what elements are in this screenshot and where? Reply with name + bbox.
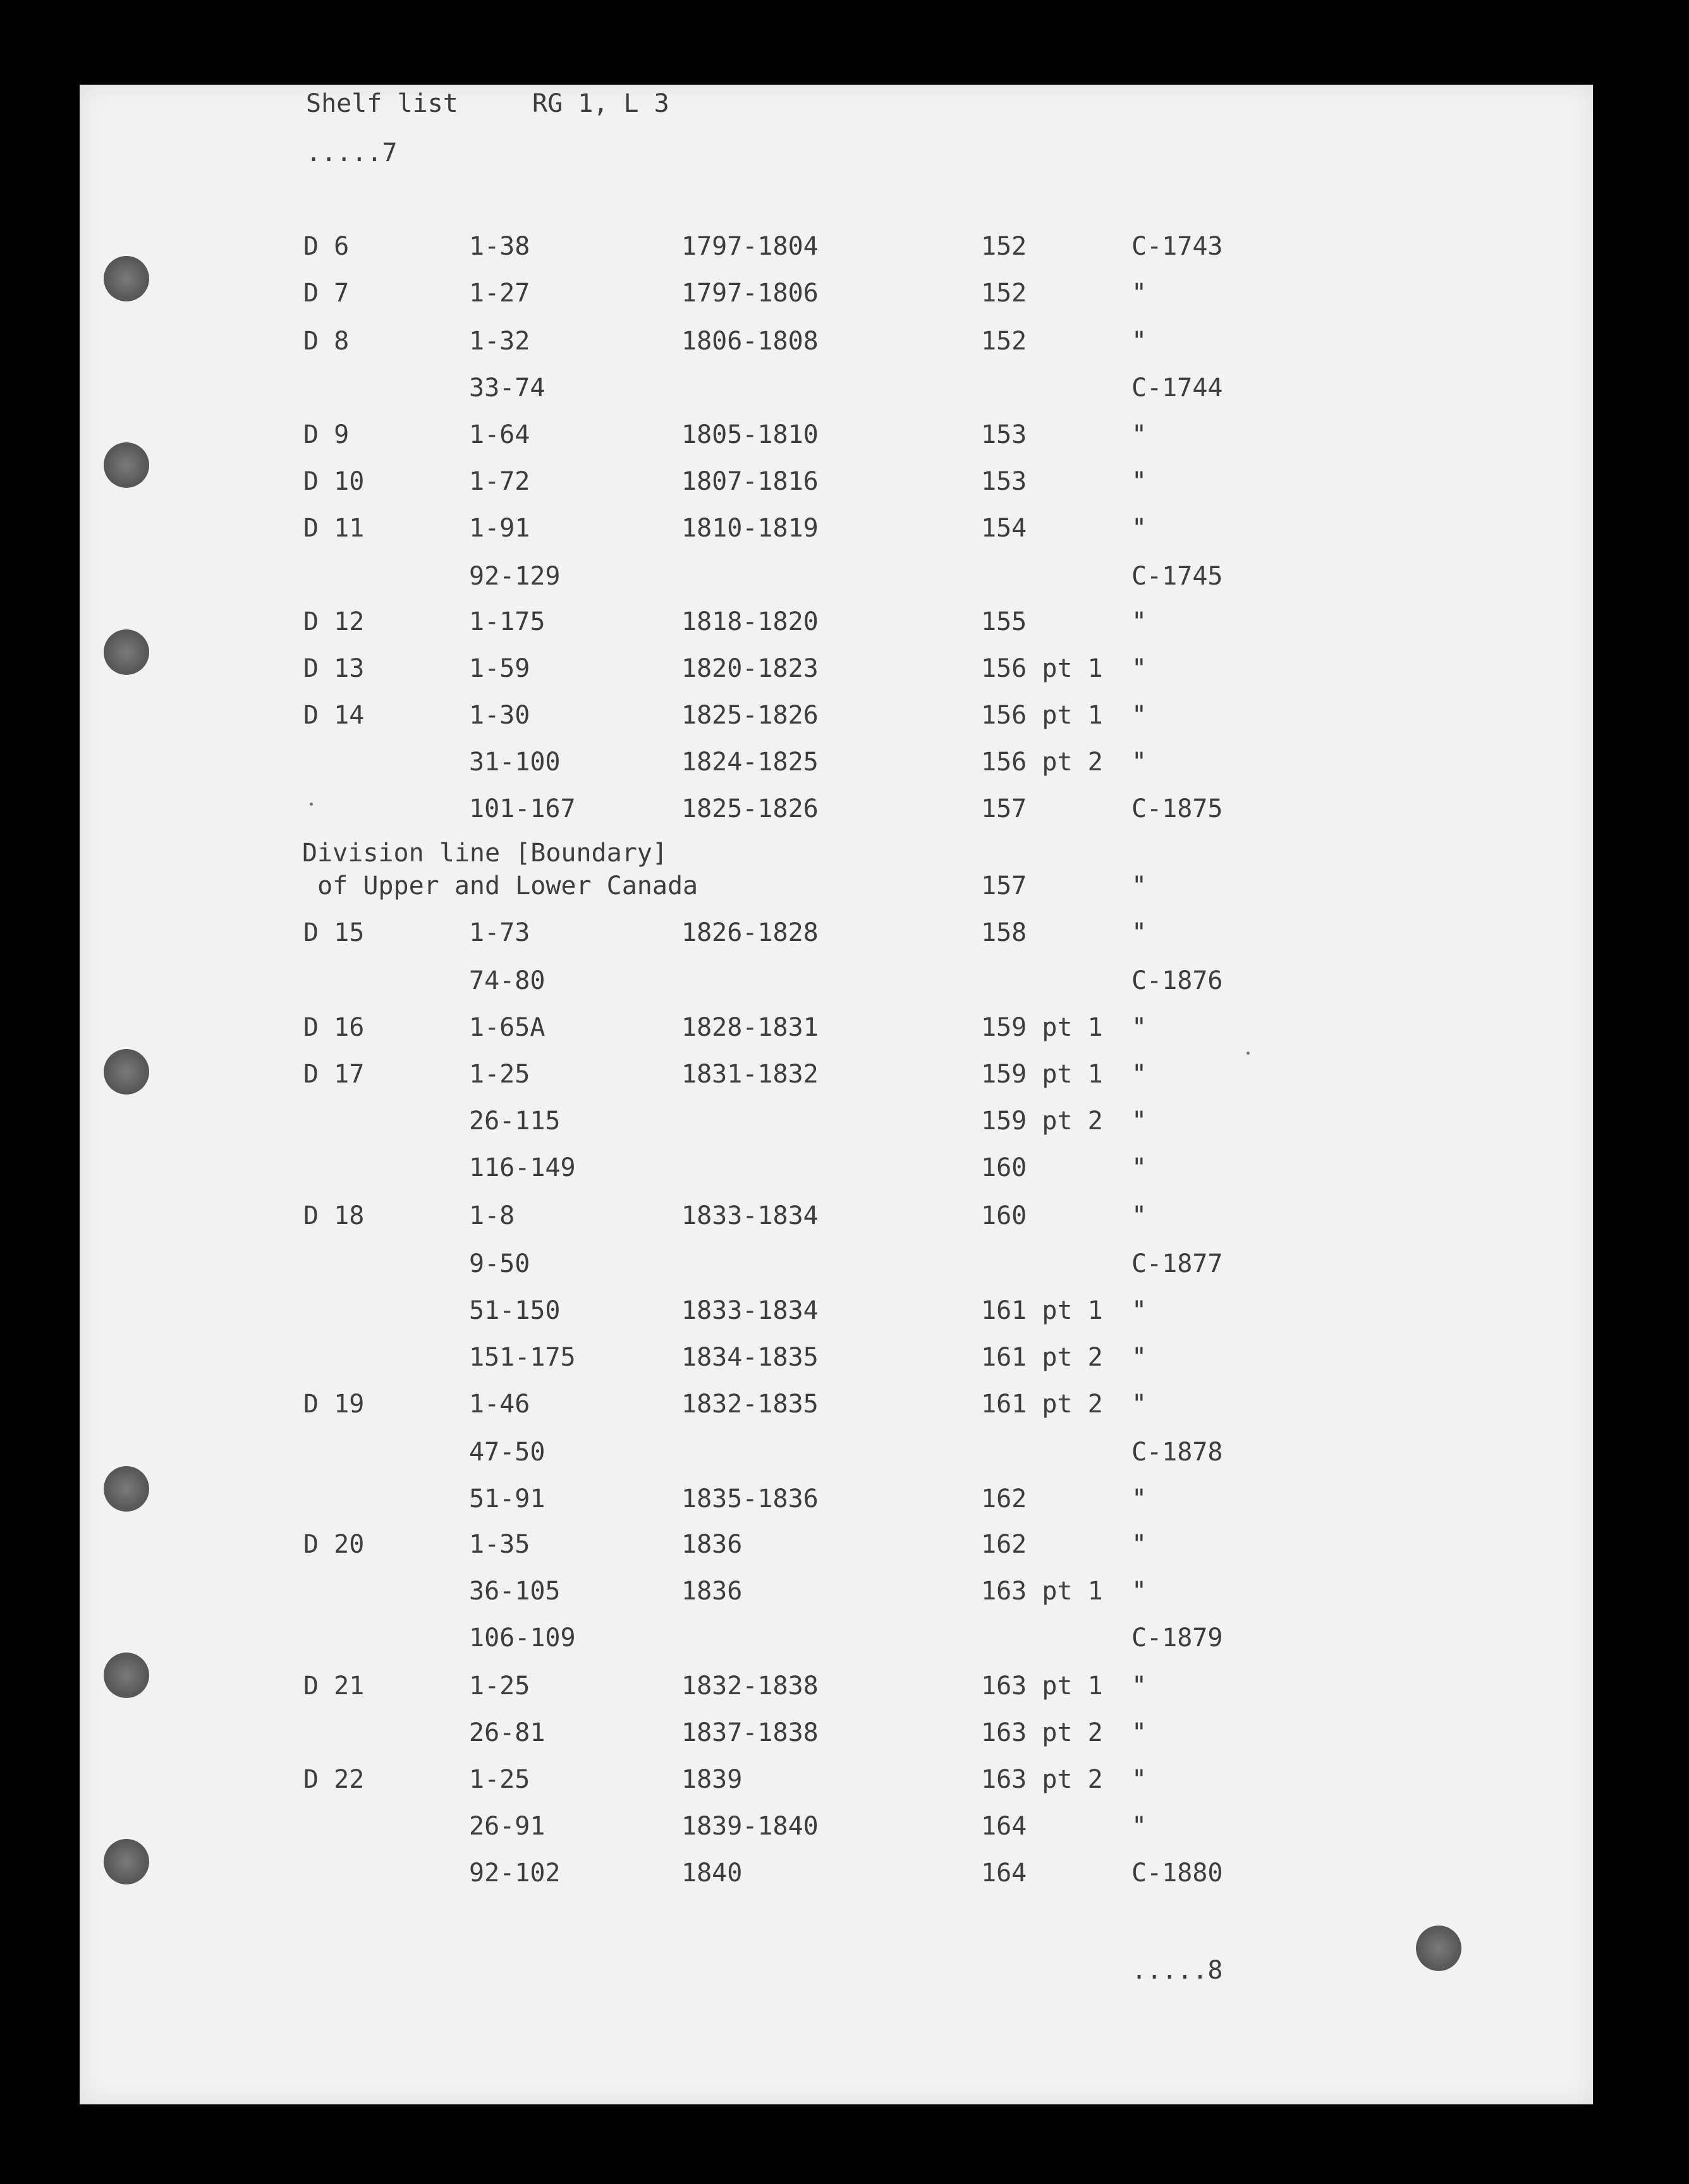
item-range-cell: 92-102 — [469, 1859, 561, 1888]
item-range-cell: 33-74 — [469, 373, 546, 403]
item-range-cell: 101-167 — [469, 794, 576, 823]
item-range-cell: 1-25 — [469, 1765, 530, 1794]
date-range-cell: 1840 — [681, 1859, 743, 1888]
volume-cell: 163 pt 1 — [981, 1671, 1103, 1701]
date-range-cell: 1806-1808 — [681, 327, 819, 356]
microfilm-reel-cell: C-1876 — [1131, 966, 1223, 995]
volume-cell: 161 pt 2 — [981, 1343, 1103, 1372]
microfilm-reel-cell: " — [1131, 1812, 1147, 1841]
date-range-cell: 1836 — [681, 1530, 743, 1559]
item-range-cell: 1-59 — [469, 654, 530, 683]
microfilm-reel-cell: C-1875 — [1131, 794, 1223, 823]
microfilm-reel-cell: " — [1131, 918, 1147, 947]
microfilm-reel-cell: " — [1131, 1013, 1147, 1042]
item-range-cell: 1-46 — [469, 1390, 530, 1419]
item-range-cell: 1-25 — [469, 1671, 530, 1701]
punch-hole-icon — [1416, 1926, 1461, 1971]
microfilm-reel-cell: " — [1131, 1577, 1147, 1606]
volume-cell: 163 pt 2 — [981, 1765, 1103, 1794]
series-cell: D 20 — [303, 1530, 365, 1559]
volume-cell: 159 pt 1 — [981, 1060, 1103, 1089]
document-page — [80, 85, 1593, 2104]
item-range-cell: 9-50 — [469, 1249, 530, 1278]
item-range-cell: 92-129 — [469, 562, 561, 591]
series-cell: D 22 — [303, 1765, 365, 1794]
volume-cell: 152 — [981, 327, 1027, 356]
punch-hole-icon — [104, 1466, 149, 1512]
item-range-cell: 1-25 — [469, 1060, 530, 1089]
microfilm-reel-cell: " — [1131, 1296, 1147, 1325]
volume-cell: 163 pt 2 — [981, 1718, 1103, 1747]
volume-cell: 153 — [981, 420, 1027, 449]
date-range-cell: 1824-1825 — [681, 748, 819, 777]
item-range-cell: 1-8 — [469, 1201, 515, 1230]
microfilm-reel-cell: " — [1131, 420, 1147, 449]
date-range-cell: 1839 — [681, 1765, 743, 1794]
microfilm-reel-cell: C-1880 — [1131, 1859, 1223, 1888]
item-range-cell: 26-91 — [469, 1812, 546, 1841]
punch-hole-icon — [104, 1049, 149, 1095]
volume-cell: 154 — [981, 514, 1027, 543]
volume-cell: 164 — [981, 1812, 1027, 1841]
date-range-cell: 1825-1826 — [681, 794, 819, 823]
microfilm-reel-cell: C-1745 — [1131, 562, 1223, 591]
date-range-cell: 1818-1820 — [681, 607, 819, 636]
series-cell: D 8 — [303, 327, 350, 356]
note-reel: " — [1131, 871, 1147, 901]
series-cell: D 18 — [303, 1201, 365, 1230]
item-range-cell: 1-35 — [469, 1530, 530, 1559]
volume-cell: 157 — [981, 794, 1027, 823]
page-title: Shelf list — [306, 89, 458, 118]
microfilm-reel-cell: " — [1131, 654, 1147, 683]
volume-cell: 160 — [981, 1153, 1027, 1182]
series-cell: D 13 — [303, 654, 365, 683]
date-range-cell: 1833-1834 — [681, 1296, 819, 1325]
record-group-reference: RG 1, L 3 — [532, 89, 669, 118]
punch-hole-icon — [104, 442, 149, 488]
volume-cell: 156 pt 2 — [981, 748, 1103, 777]
volume-cell: 164 — [981, 1859, 1027, 1888]
item-range-cell: 74-80 — [469, 966, 546, 995]
volume-cell: 162 — [981, 1484, 1027, 1514]
date-range-cell: 1836 — [681, 1577, 743, 1606]
series-cell: D 21 — [303, 1671, 365, 1701]
microfilm-reel-cell: " — [1131, 1060, 1147, 1089]
microfilm-reel-cell: " — [1131, 748, 1147, 777]
item-range-cell: 47-50 — [469, 1438, 546, 1467]
microfilm-reel-cell: " — [1131, 1671, 1147, 1701]
microfilm-reel-cell: " — [1131, 1153, 1147, 1182]
date-range-cell: 1826-1828 — [681, 918, 819, 947]
date-range-cell: 1835-1836 — [681, 1484, 819, 1514]
date-range-cell: 1807-1816 — [681, 467, 819, 496]
next-page-marker: .....8 — [1131, 1956, 1223, 1985]
microfilm-reel-cell: " — [1131, 467, 1147, 496]
item-range-cell: 26-115 — [469, 1107, 561, 1136]
item-range-cell: 26-81 — [469, 1718, 546, 1747]
item-range-cell: 51-91 — [469, 1484, 546, 1514]
volume-cell: 159 pt 1 — [981, 1013, 1103, 1042]
punch-hole-icon — [104, 1653, 149, 1698]
date-range-cell: 1839-1840 — [681, 1812, 819, 1841]
volume-cell: 163 pt 1 — [981, 1577, 1103, 1606]
series-cell: D 10 — [303, 467, 365, 496]
date-range-cell: 1833-1834 — [681, 1201, 819, 1230]
date-range-cell: 1834-1835 — [681, 1343, 819, 1372]
date-range-cell: 1810-1819 — [681, 514, 819, 543]
item-range-cell: 31-100 — [469, 748, 561, 777]
volume-cell: 161 pt 1 — [981, 1296, 1103, 1325]
punch-hole-icon — [104, 629, 149, 675]
item-range-cell: 1-65A — [469, 1013, 546, 1042]
volume-cell: 162 — [981, 1530, 1027, 1559]
item-range-cell: 1-91 — [469, 514, 530, 543]
item-range-cell: 116-149 — [469, 1153, 576, 1182]
punch-hole-icon — [104, 256, 149, 301]
item-range-cell: 151-175 — [469, 1343, 576, 1372]
microfilm-reel-cell: C-1744 — [1131, 373, 1223, 403]
item-range-cell: 1-32 — [469, 327, 530, 356]
series-cell: D 19 — [303, 1390, 365, 1419]
punch-hole-icon — [104, 1839, 149, 1884]
microfilm-reel-cell: " — [1131, 1765, 1147, 1794]
item-range-cell: 1-38 — [469, 232, 530, 261]
series-cell: D 12 — [303, 607, 365, 636]
microfilm-reel-cell: C-1879 — [1131, 1623, 1223, 1653]
microfilm-reel-cell: " — [1131, 1718, 1147, 1747]
series-cell: D 15 — [303, 918, 365, 947]
date-range-cell: 1797-1806 — [681, 279, 819, 308]
item-range-cell: 1-27 — [469, 279, 530, 308]
item-range-cell: 1-175 — [469, 607, 546, 636]
scan-speck — [1247, 1052, 1250, 1055]
date-range-cell: 1820-1823 — [681, 654, 819, 683]
microfilm-reel-cell: C-1743 — [1131, 232, 1223, 261]
page-marker: .....7 — [306, 138, 398, 167]
volume-cell: 152 — [981, 279, 1027, 308]
date-range-cell: 1825-1826 — [681, 701, 819, 730]
date-range-cell: 1805-1810 — [681, 420, 819, 449]
item-range-cell: 1-73 — [469, 918, 530, 947]
date-range-cell: 1831-1832 — [681, 1060, 819, 1089]
volume-cell: 160 — [981, 1201, 1027, 1230]
series-cell: D 14 — [303, 701, 365, 730]
volume-cell: 158 — [981, 918, 1027, 947]
microfilm-reel-cell: C-1877 — [1131, 1249, 1223, 1278]
microfilm-reel-cell: " — [1131, 1343, 1147, 1372]
note-line-1: Division line [Boundary] — [302, 839, 668, 868]
series-cell: D 6 — [303, 232, 350, 261]
series-cell: D 16 — [303, 1013, 365, 1042]
note-line-2: of Upper and Lower Canada — [302, 871, 698, 901]
series-cell: D 9 — [303, 420, 350, 449]
volume-cell: 156 pt 1 — [981, 701, 1103, 730]
microfilm-reel-cell: " — [1131, 1484, 1147, 1514]
microfilm-reel-cell: " — [1131, 1390, 1147, 1419]
item-range-cell: 1-72 — [469, 467, 530, 496]
series-cell: D 7 — [303, 279, 350, 308]
item-range-cell: 106-109 — [469, 1623, 576, 1653]
volume-cell: 152 — [981, 232, 1027, 261]
series-cell: D 17 — [303, 1060, 365, 1089]
date-range-cell: 1837-1838 — [681, 1718, 819, 1747]
note-volume: 157 — [981, 871, 1027, 901]
scan-speck — [310, 803, 313, 806]
date-range-cell: 1832-1838 — [681, 1671, 819, 1701]
microfilm-reel-cell: " — [1131, 1530, 1147, 1559]
item-range-cell: 36-105 — [469, 1577, 561, 1606]
microfilm-reel-cell: " — [1131, 607, 1147, 636]
date-range-cell: 1828-1831 — [681, 1013, 819, 1042]
volume-cell: 155 — [981, 607, 1027, 636]
item-range-cell: 51-150 — [469, 1296, 561, 1325]
date-range-cell: 1797-1804 — [681, 232, 819, 261]
volume-cell: 153 — [981, 467, 1027, 496]
microfilm-reel-cell: " — [1131, 1107, 1147, 1136]
item-range-cell: 1-30 — [469, 701, 530, 730]
volume-cell: 156 pt 1 — [981, 654, 1103, 683]
series-cell: D 11 — [303, 514, 365, 543]
microfilm-reel-cell: " — [1131, 1201, 1147, 1230]
date-range-cell: 1832-1835 — [681, 1390, 819, 1419]
item-range-cell: 1-64 — [469, 420, 530, 449]
volume-cell: 161 pt 2 — [981, 1390, 1103, 1419]
volume-cell: 159 pt 2 — [981, 1107, 1103, 1136]
microfilm-reel-cell: " — [1131, 327, 1147, 356]
microfilm-reel-cell: " — [1131, 514, 1147, 543]
microfilm-reel-cell: " — [1131, 279, 1147, 308]
microfilm-reel-cell: " — [1131, 701, 1147, 730]
microfilm-reel-cell: C-1878 — [1131, 1438, 1223, 1467]
